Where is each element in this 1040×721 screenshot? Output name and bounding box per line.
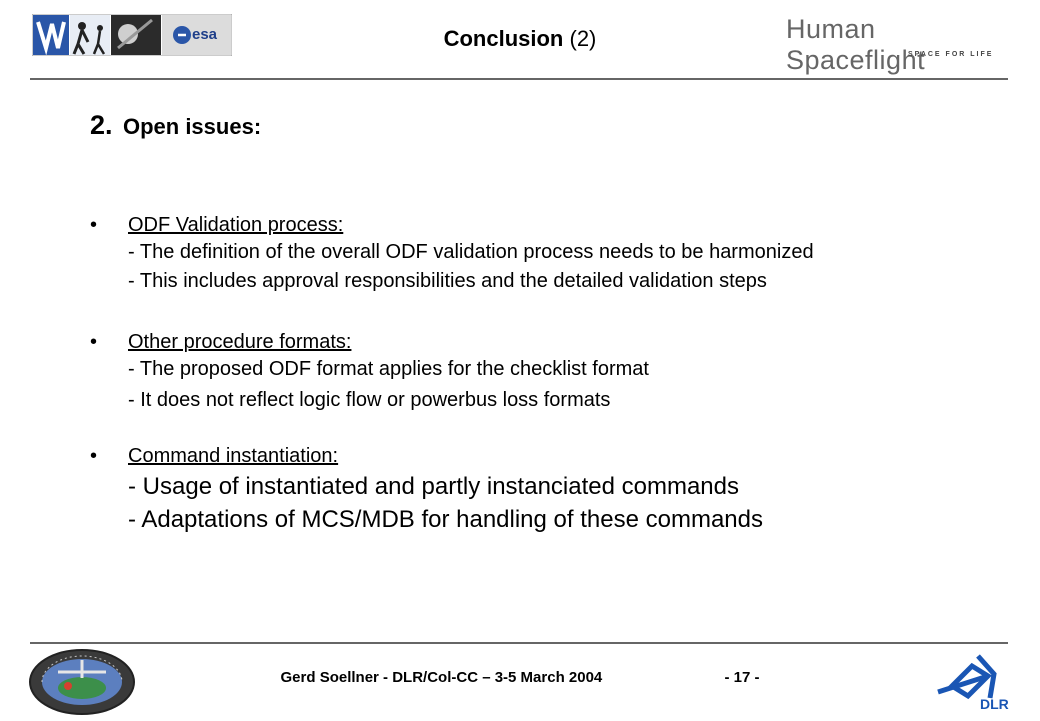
section-heading-number: 2. xyxy=(90,110,113,140)
bullet-title: ODF Validation process: xyxy=(128,214,344,236)
bullet-line: - Adaptations of MCS/MDB for handling of these commands xyxy=(128,506,763,533)
bullet-line: - The proposed ODF format applies for the checklist format xyxy=(128,358,649,380)
bullet-title: Other procedure formats: xyxy=(128,331,352,353)
brand-tagline: SPACE FOR LIFE xyxy=(908,51,994,58)
esa-logo-text: esa xyxy=(192,26,218,43)
slide-title-number: (2) xyxy=(569,26,597,51)
section-heading xyxy=(90,110,261,141)
footer-author: Gerd Soellner - DLR/Col-CC – 3-5 March 2004 xyxy=(280,669,603,686)
bullet-line: - It does not reflect logic flow or powerbus loss formats xyxy=(128,389,611,411)
bullet-group-procedure-formats xyxy=(90,330,990,416)
bullet-group-odf-validation xyxy=(90,213,990,295)
section-heading-text: Open issues: xyxy=(122,114,262,139)
bullet-dot-icon: • xyxy=(90,214,98,236)
dlr-logo-text: DLR xyxy=(980,696,1009,712)
bullet-title: Command instantiation: xyxy=(128,445,339,467)
brand-text: Human Spaceflight xyxy=(786,14,926,75)
bullet-dot-icon: • xyxy=(90,331,98,353)
bullet-dot-icon: • xyxy=(90,445,98,467)
page-number: - 17 - xyxy=(724,669,760,686)
header-divider xyxy=(30,78,1008,80)
slide-title-text: Conclusion xyxy=(443,26,564,51)
bullet-group-command-instantiation xyxy=(90,444,990,536)
footer-divider xyxy=(30,642,1008,644)
human-spaceflight-logo xyxy=(786,14,1010,75)
dlr-logo-icon xyxy=(932,654,1012,714)
bullet-line: - Usage of instantiated and partly instanciated commands xyxy=(128,473,740,500)
footer xyxy=(0,669,1040,686)
bullet-line: - This includes approval responsibilities and the detailed validation steps xyxy=(128,270,767,292)
bullet-line: - The definition of the overall ODF validation process needs to be harmonized xyxy=(128,241,814,263)
